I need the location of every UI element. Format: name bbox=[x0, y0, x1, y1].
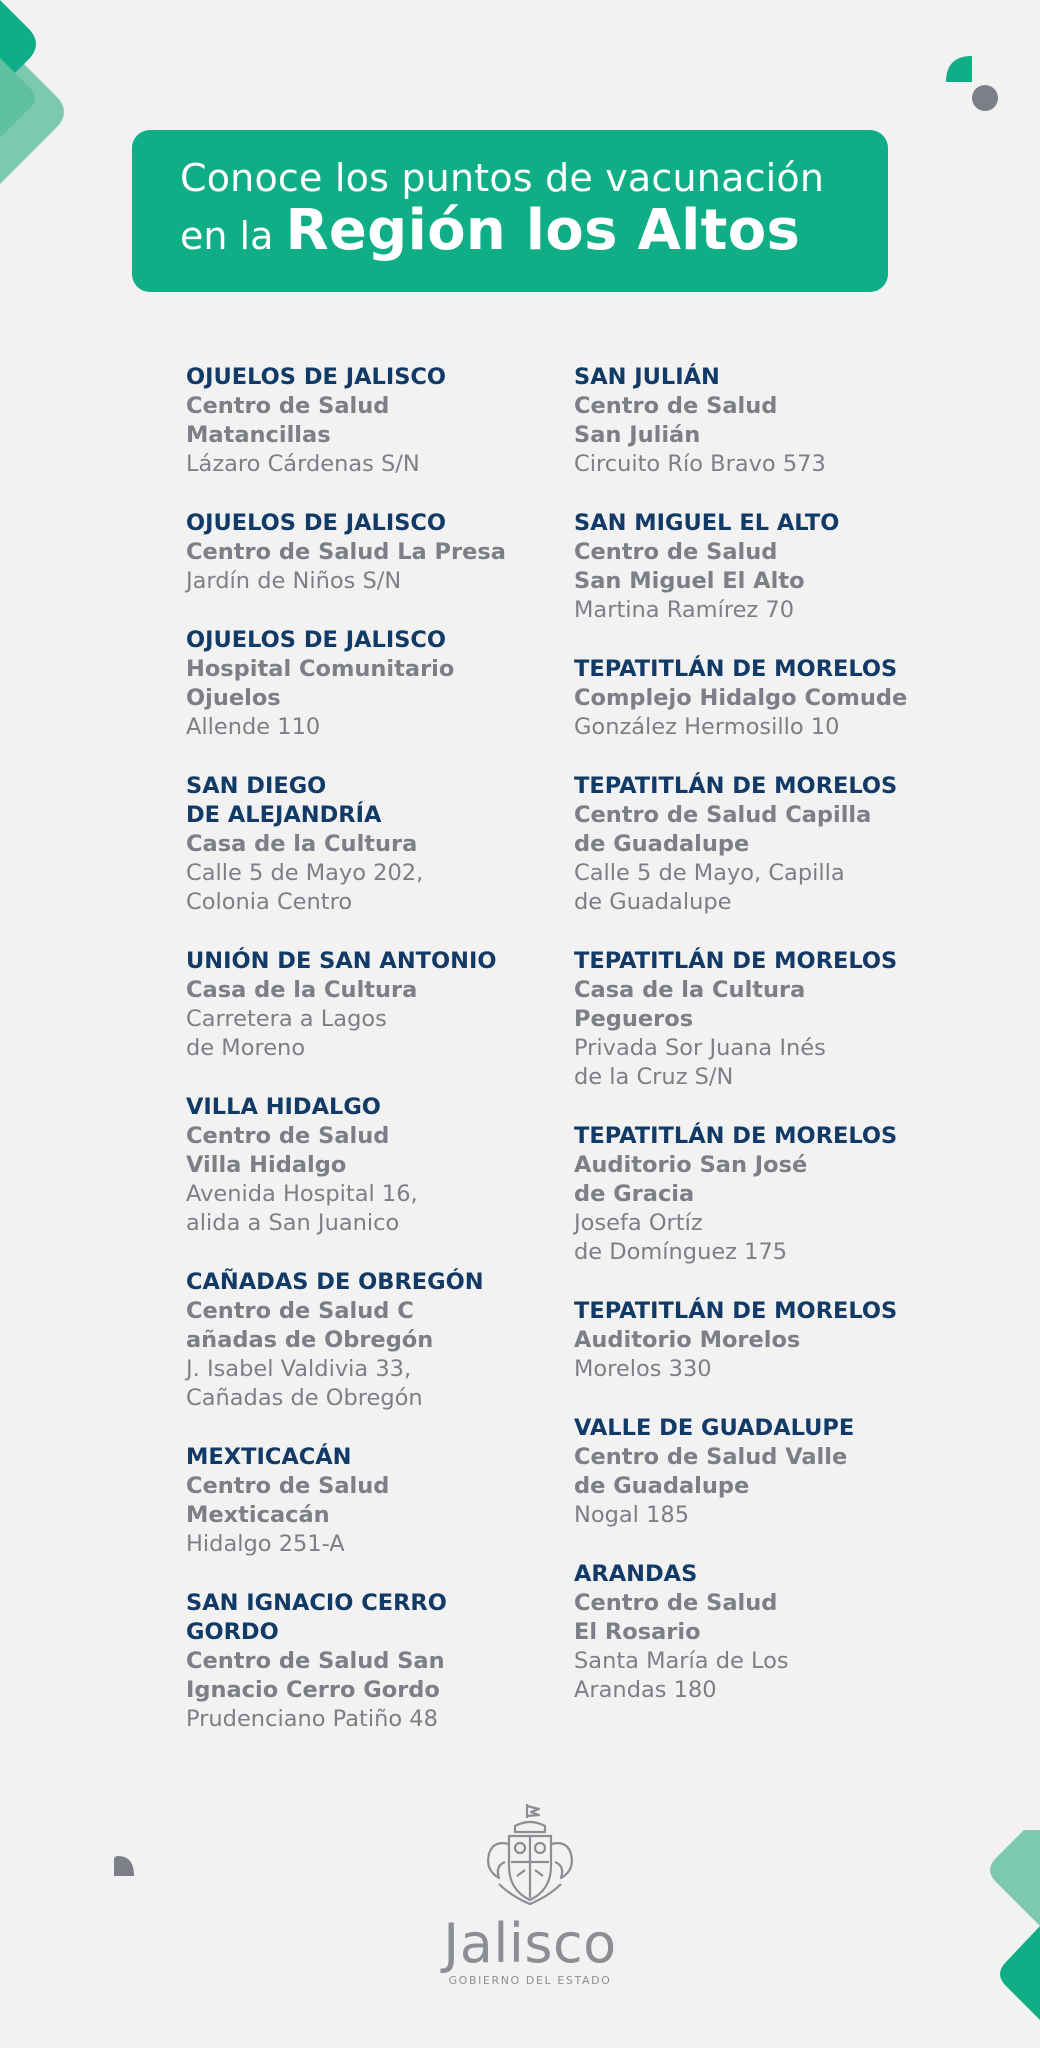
bottom-right-chevron-shape bbox=[976, 1830, 1040, 2020]
header-banner bbox=[132, 130, 888, 292]
logo-wordmark: Jalisco bbox=[443, 1912, 617, 1975]
entry-place: Hospital Comunitario Ojuelos bbox=[186, 656, 455, 711]
list-item bbox=[186, 509, 606, 596]
entry-city: TEPATITLÁN DE MORELOS bbox=[574, 948, 898, 974]
entry-address: Prudenciano Patiño 48 bbox=[186, 1706, 438, 1732]
entry-city: SAN DIEGO DE ALEJANDRÍA bbox=[186, 773, 382, 828]
entry-place: Centro de Salud San Ignacio Cerro Gordo bbox=[186, 1648, 445, 1703]
header-line-2 bbox=[180, 198, 888, 265]
entry-address: Jardín de Niños S/N bbox=[186, 568, 402, 594]
top-right-leaf-shape bbox=[942, 52, 1002, 114]
list-item bbox=[186, 947, 606, 1063]
logo-subtitle: GOBIERNO DEL ESTADO bbox=[448, 1974, 612, 1987]
entry-city: SAN MIGUEL EL ALTO bbox=[574, 510, 840, 536]
entry-address: Calle 5 de Mayo, Capilla de Guadalupe bbox=[574, 860, 845, 915]
jalisco-logo bbox=[430, 1800, 630, 1987]
entry-place: Centro de Salud Villa Hidalgo bbox=[186, 1123, 390, 1178]
entry-city: SAN JULIÁN bbox=[574, 364, 720, 390]
entry-address: Morelos 330 bbox=[574, 1356, 712, 1382]
entry-address: Nogal 185 bbox=[574, 1502, 690, 1528]
entry-address: Martina Ramírez 70 bbox=[574, 597, 795, 623]
list-item bbox=[186, 1589, 606, 1734]
entry-city: OJUELOS DE JALISCO bbox=[186, 510, 447, 536]
entry-place: Centro de Salud Mexticacán bbox=[186, 1473, 390, 1528]
entry-place: Casa de la Cultura bbox=[186, 831, 418, 857]
list-item bbox=[186, 363, 606, 479]
list-item bbox=[186, 772, 606, 917]
list-item bbox=[574, 1297, 974, 1384]
entry-place: Centro de Salud Valle de Guadalupe bbox=[574, 1444, 848, 1499]
entry-city: OJUELOS DE JALISCO bbox=[186, 627, 447, 653]
top-left-chevron-shape bbox=[0, 0, 110, 250]
entry-address: Privada Sor Juana Inés de la Cruz S/N bbox=[574, 1035, 826, 1090]
entry-city: TEPATITLÁN DE MORELOS bbox=[574, 656, 898, 682]
header-region-title: Región los Altos bbox=[285, 198, 801, 263]
entry-city: TEPATITLÁN DE MORELOS bbox=[574, 773, 898, 799]
entry-address: Hidalgo 251-A bbox=[186, 1531, 345, 1557]
entry-city: ARANDAS bbox=[574, 1561, 698, 1587]
entry-address: Santa María de Los Arandas 180 bbox=[574, 1648, 789, 1703]
entry-city: UNIÓN DE SAN ANTONIO bbox=[186, 948, 497, 974]
entry-place: Casa de la Cultura bbox=[186, 977, 418, 1003]
entry-city: SAN IGNACIO CERRO GORDO bbox=[186, 1590, 447, 1645]
left-column bbox=[186, 363, 606, 1764]
bottom-left-leaf-shape bbox=[112, 1854, 136, 1878]
entry-place: Centro de Salud Matancillas bbox=[186, 393, 390, 448]
entry-address: Calle 5 de Mayo 202, Colonia Centro bbox=[186, 860, 424, 915]
entry-city: MEXTICACÁN bbox=[186, 1444, 352, 1470]
entry-city: CAÑADAS DE OBREGÓN bbox=[186, 1269, 484, 1295]
entry-city: VALLE DE GUADALUPE bbox=[574, 1415, 855, 1441]
entry-place: Auditorio Morelos bbox=[574, 1327, 801, 1353]
entry-address: Carretera a Lagos de Moreno bbox=[186, 1006, 387, 1061]
coat-of-arms-icon bbox=[475, 1800, 585, 1910]
entry-address: Allende 110 bbox=[186, 714, 321, 740]
entry-address: Josefa Ortíz de Domínguez 175 bbox=[574, 1210, 788, 1265]
list-item bbox=[574, 1414, 974, 1530]
entry-address: Circuito Río Bravo 573 bbox=[574, 451, 826, 477]
header-line-2-prefix: en la bbox=[180, 214, 274, 258]
list-item bbox=[574, 772, 974, 917]
header-line-1: Conoce los puntos de vacunación bbox=[180, 156, 825, 200]
entry-city: TEPATITLÁN DE MORELOS bbox=[574, 1298, 898, 1324]
entry-place: Centro de Salud Capilla de Guadalupe bbox=[574, 802, 872, 857]
entry-place: Centro de Salud La Presa bbox=[186, 539, 506, 565]
entry-place: Centro de Salud San Julián bbox=[574, 393, 778, 448]
entry-address: Lázaro Cárdenas S/N bbox=[186, 451, 420, 477]
entry-place: Auditorio San José de Gracia bbox=[574, 1152, 808, 1207]
list-item bbox=[186, 1093, 606, 1238]
entry-place: Complejo Hidalgo Comude bbox=[574, 685, 908, 711]
entry-address: J. Isabel Valdivia 33, Cañadas de Obregón bbox=[186, 1356, 423, 1411]
list-item bbox=[574, 509, 974, 625]
entry-address: González Hermosillo 10 bbox=[574, 714, 840, 740]
list-item bbox=[186, 1443, 606, 1559]
entry-city: OJUELOS DE JALISCO bbox=[186, 364, 447, 390]
right-column bbox=[574, 363, 974, 1735]
list-item bbox=[574, 1122, 974, 1267]
list-item bbox=[574, 947, 974, 1092]
list-item bbox=[186, 626, 606, 742]
list-item bbox=[574, 1560, 974, 1705]
entry-place: Centro de Salud El Rosario bbox=[574, 1590, 778, 1645]
entry-place: Centro de Salud San Miguel El Alto bbox=[574, 539, 805, 594]
list-item bbox=[574, 655, 974, 742]
list-item bbox=[574, 363, 974, 479]
entry-city: VILLA HIDALGO bbox=[186, 1094, 381, 1120]
entry-city: TEPATITLÁN DE MORELOS bbox=[574, 1123, 898, 1149]
entry-address: Avenida Hospital 16, alida a San Juanico bbox=[186, 1181, 418, 1236]
list-item bbox=[186, 1268, 606, 1413]
entry-place: Casa de la Cultura Pegueros bbox=[574, 977, 806, 1032]
entry-place: Centro de Salud C añadas de Obregón bbox=[186, 1298, 434, 1353]
